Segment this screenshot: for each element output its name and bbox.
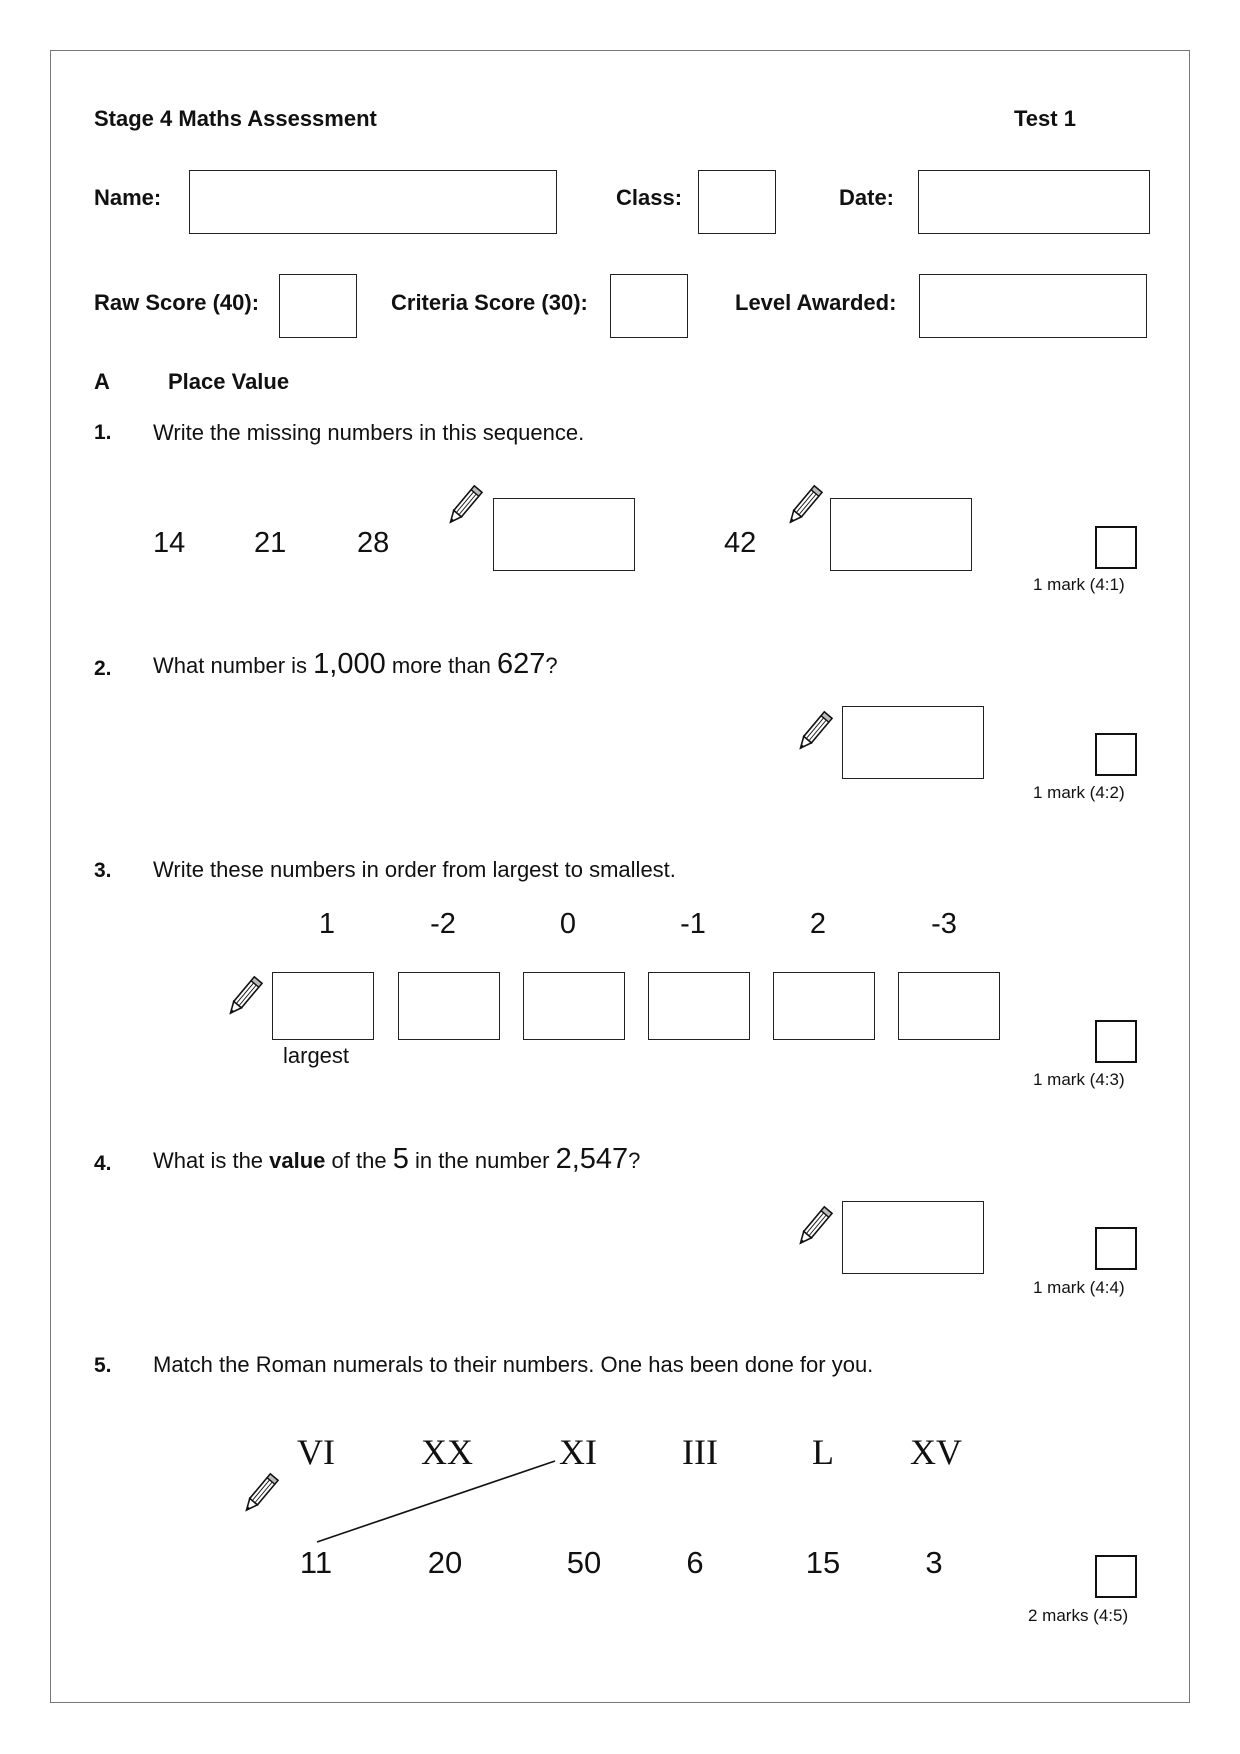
- question-4-text: [153, 1143, 640, 1176]
- mark-label: 1 mark (4:4): [1033, 1278, 1125, 1297]
- question-5-text: Match the Roman numerals to their numbers. One has been done for you.: [153, 1352, 874, 1377]
- question-2-text: [153, 648, 558, 681]
- mark-box[interactable]: [1095, 526, 1137, 569]
- sequence-item: 42: [724, 527, 757, 559]
- name-label: Name:: [94, 185, 162, 210]
- sequence-answer-box-1[interactable]: [493, 498, 635, 571]
- order-value: 1: [318, 908, 336, 940]
- criteria-score-field[interactable]: [610, 274, 688, 338]
- pencil-icon: [780, 482, 828, 530]
- pencil-icon: [790, 708, 838, 756]
- question-2-number: 2.: [94, 657, 112, 680]
- section-letter: A: [94, 369, 110, 394]
- question-4-text-b: of the: [325, 1148, 393, 1173]
- match-number: 6: [686, 1545, 704, 1580]
- question-4-text-d: ?: [628, 1148, 641, 1173]
- question-1-text: Write the missing numbers in this sequence.: [153, 420, 585, 445]
- question-4-number: 4.: [94, 1152, 112, 1175]
- question-4-digit: 5: [392, 1143, 409, 1175]
- pencil-icon: [220, 973, 268, 1021]
- question-4-number-value: 2,547: [555, 1143, 629, 1175]
- answer-box[interactable]: [842, 706, 984, 779]
- pencil-icon: [236, 1470, 284, 1518]
- mark-box[interactable]: [1095, 1227, 1137, 1270]
- question-1-number: 1.: [94, 421, 112, 444]
- mark-label: 1 mark (4:2): [1033, 783, 1125, 802]
- match-number: 20: [427, 1545, 463, 1580]
- order-answer-box[interactable]: [523, 972, 625, 1040]
- sequence-item: 28: [357, 527, 390, 559]
- roman-numeral: III: [682, 1432, 718, 1472]
- question-4-bold-word: value: [269, 1148, 326, 1173]
- question-4-text-a: What is the: [153, 1148, 270, 1173]
- order-answer-box[interactable]: [898, 972, 1000, 1040]
- question-5-number: 5.: [94, 1354, 112, 1377]
- sequence-answer-box-2[interactable]: [830, 498, 972, 571]
- question-2-number-a: 1,000: [313, 648, 386, 680]
- section-title: Place Value: [168, 369, 290, 394]
- date-field[interactable]: [918, 170, 1150, 234]
- order-value: -2: [430, 908, 456, 940]
- level-awarded-label: Level Awarded:: [735, 290, 897, 315]
- match-number: 50: [566, 1545, 602, 1580]
- roman-numeral: L: [812, 1432, 834, 1472]
- roman-numeral: XV: [910, 1432, 962, 1472]
- roman-numeral: XI: [559, 1432, 597, 1472]
- date-label: Date:: [839, 185, 895, 210]
- example-match-line: [300, 1455, 580, 1545]
- order-answer-box[interactable]: [272, 972, 374, 1040]
- pencil-icon: [440, 482, 488, 530]
- mark-box[interactable]: [1095, 733, 1137, 776]
- answer-box[interactable]: [842, 1201, 984, 1274]
- order-answer-box[interactable]: [398, 972, 500, 1040]
- order-value: 2: [809, 908, 827, 940]
- question-2-number-b: 627: [497, 648, 546, 680]
- mark-label: 1 mark (4:3): [1033, 1070, 1125, 1089]
- match-number: 3: [925, 1545, 943, 1580]
- class-label: Class:: [616, 185, 683, 210]
- order-value: -3: [931, 908, 957, 940]
- sequence-item: 14: [153, 527, 186, 559]
- mark-label: 1 mark (4:1): [1033, 575, 1125, 594]
- question-2-text-b: more than: [385, 653, 498, 678]
- order-answer-box[interactable]: [648, 972, 750, 1040]
- question-4-text-c: in the number: [408, 1148, 556, 1173]
- assessment-title: Stage 4 Maths Assessment: [94, 106, 377, 131]
- sequence-item: 21: [254, 527, 287, 559]
- test-number: Test 1: [1014, 106, 1076, 131]
- class-field[interactable]: [698, 170, 776, 234]
- criteria-score-label: Criteria Score (30):: [391, 290, 588, 315]
- largest-label: largest: [283, 1043, 350, 1068]
- pencil-icon: [790, 1203, 838, 1251]
- match-number: 15: [805, 1545, 841, 1580]
- question-3-text: Write these numbers in order from largest to smallest.: [153, 857, 676, 882]
- order-answer-box[interactable]: [773, 972, 875, 1040]
- mark-box[interactable]: [1095, 1555, 1137, 1598]
- question-2-text-a: What number is: [153, 653, 314, 678]
- mark-label: 2 marks (4:5): [1028, 1606, 1129, 1625]
- roman-numeral: XX: [421, 1432, 473, 1472]
- order-value: -1: [680, 908, 706, 940]
- match-number: 11: [299, 1545, 333, 1580]
- level-awarded-field[interactable]: [919, 274, 1147, 338]
- roman-numeral: VI: [297, 1432, 335, 1472]
- question-3-number: 3.: [94, 859, 112, 882]
- raw-score-label: Raw Score (40):: [94, 290, 260, 315]
- question-2-text-c: ?: [545, 653, 558, 678]
- mark-box[interactable]: [1095, 1020, 1137, 1063]
- name-field[interactable]: [189, 170, 557, 234]
- order-value: 0: [559, 908, 577, 940]
- raw-score-field[interactable]: [279, 274, 357, 338]
